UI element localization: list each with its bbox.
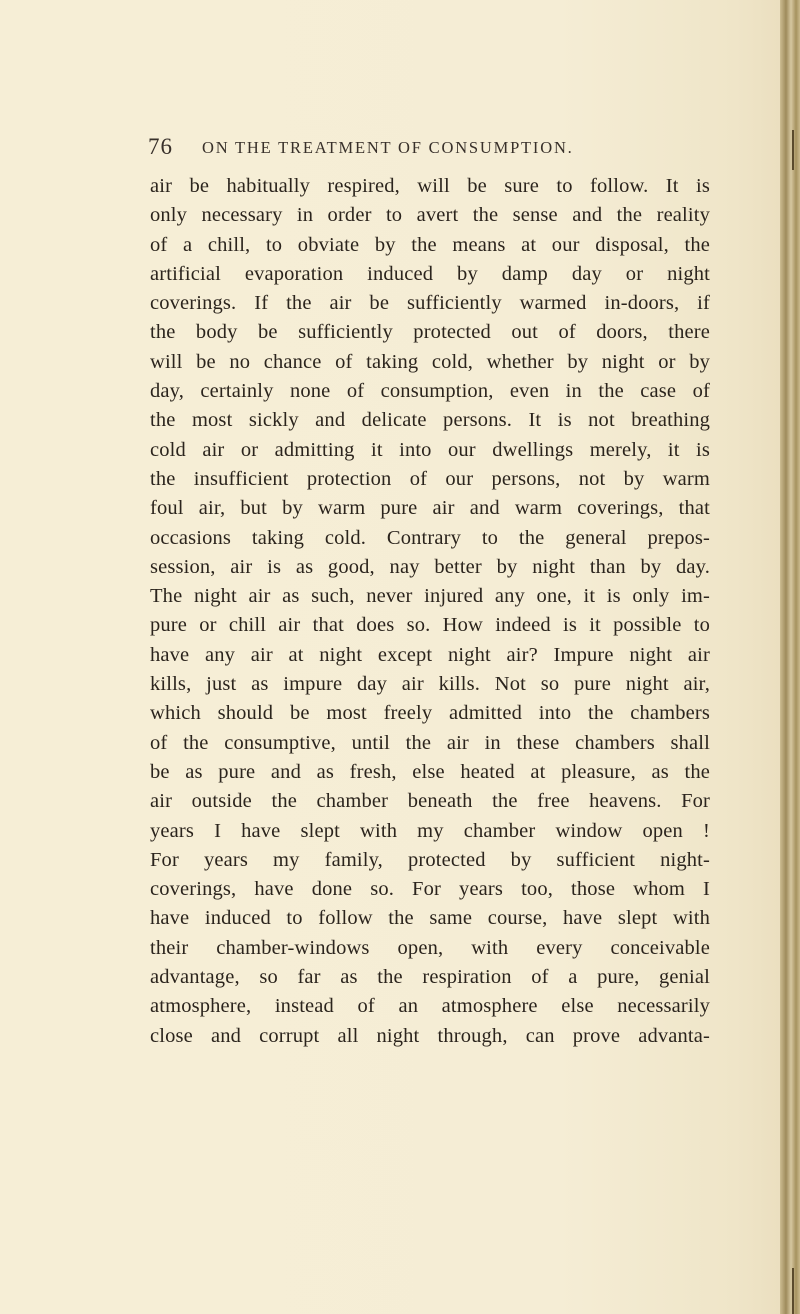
text-line: cold air or admitting it into our dwellings merely, it is [150,438,710,461]
text-line: of the consumptive, until the air in these chambers shall [150,731,710,754]
page-number: 76 [148,134,173,159]
text-line: coverings, have done so. For years too, those whom I [150,878,710,901]
text-line: the body be sufficiently protected out of doors, there [150,321,710,344]
text-line: have any air at night except night air? Impure night air [150,643,710,666]
text-line: the insufficient protection of our persons, not by warm [150,467,710,490]
text-line: kills, just as impure day air kills. Not so pure night air, [150,673,710,696]
text-line: foul air, but by warm pure air and warm coverings, that [150,497,710,520]
text-line: the most sickly and delicate persons. It is not breathing [150,409,710,432]
text-line: artificial evaporation induced by damp day or night [150,262,710,285]
text-line: be as pure and as fresh, else heated at pleasure, as the [150,760,710,783]
text-line: air outside the chamber beneath the free heavens. For [150,790,710,813]
text-line: will be no chance of taking cold, whether by night or by [150,350,710,373]
text-line: advantage, so far as the respiration of a pure, genial [150,966,710,989]
text-line: years I have slept with my chamber window open ! [150,819,710,842]
text-line: day, certainly none of consumption, even in the case of [150,380,710,403]
text-line: their chamber-windows open, with every conceivable [150,936,710,959]
page-header [148,134,738,168]
page-edge-mark [792,1268,794,1314]
page-edge-mark [792,130,794,170]
text-line: which should be most freely admitted into the chambers [150,702,710,725]
text-line: close and corrupt all night through, can prove advanta- [150,1024,710,1047]
text-line: have induced to follow the same course, have slept with [150,907,710,930]
text-line: pure or chill air that does so. How indeed is it possible to [150,614,710,637]
text-line: session, air is as good, nay better by night than by day. [150,555,710,578]
text-line: of a chill, to obviate by the means at our disposal, the [150,233,710,256]
text-line: For years my family, protected by sufficient night- [150,848,710,871]
text-line: atmosphere, instead of an atmosphere else necessarily [150,995,710,1018]
text-line: coverings. If the air be sufficiently warmed in-doors, if [150,292,710,315]
text-line: only necessary in order to avert the sense and the reality [150,204,710,227]
text-line: The night air as such, never injured any one, it is only im- [150,585,710,608]
text-line: occasions taking cold. Contrary to the general prepos- [150,526,710,549]
running-title: ON THE TREATMENT OF CONSUMPTION. [202,138,574,157]
body-text [150,172,710,1051]
page-edge [780,0,800,1314]
text-line: air be habitually respired, will be sure to follow. It is [150,175,710,197]
